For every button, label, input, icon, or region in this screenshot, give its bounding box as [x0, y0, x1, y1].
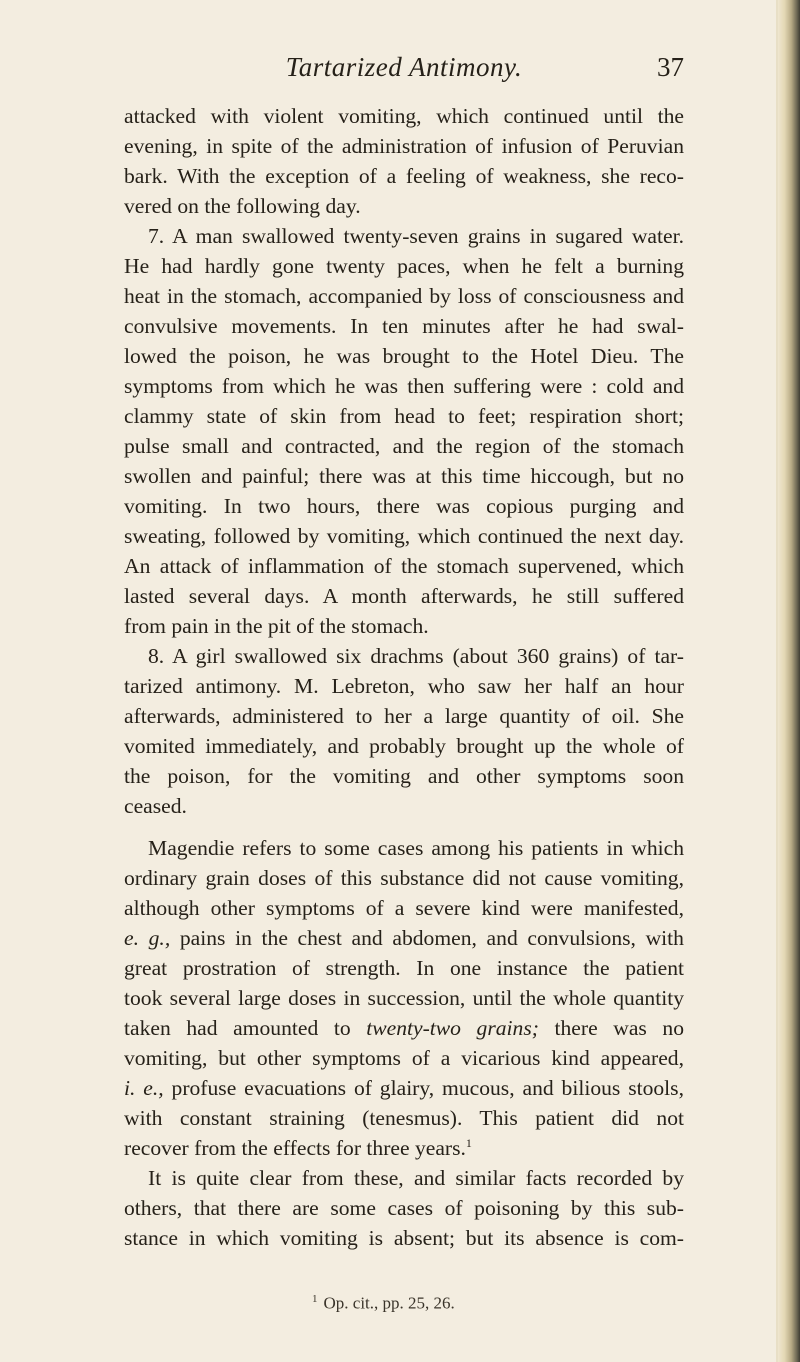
text-line: tarized antimony. M. Lebreton, who saw her half an hour — [124, 674, 684, 698]
text-line: evening, in spite of the administration of infusion of Peruvian — [124, 134, 684, 158]
text-line: pulse small and contracted, and the region of the stomach — [124, 434, 684, 458]
conclusion-line: It is quite clear from these, and similar facts recorded by — [148, 1166, 684, 1190]
page-number: 37 — [657, 52, 684, 82]
footnote — [312, 1293, 455, 1314]
text-fragment: pains in the chest and abdomen, and convulsions, with — [170, 926, 684, 950]
text-fragment: there was no — [538, 1016, 685, 1040]
text-line: afterwards, administered to her a large quantity of oil. She — [124, 704, 684, 728]
paragraph-gap — [124, 821, 684, 833]
text-line: took several large doses in succession, until the whole quantity — [124, 986, 684, 1010]
book-spine-shadow — [778, 0, 800, 1362]
text-line: swollen and painful; there was at this time hiccough, but no — [124, 464, 684, 488]
text-line — [124, 1013, 684, 1043]
case-8-line: 8. A girl swallowed six drachms (about 360 grains) of tar- — [148, 644, 684, 668]
text-fragment: profuse evacuations of glairy, mucous, and bilious stools, — [163, 1076, 684, 1100]
text-line: heat in the stomach, accompanied by loss of consciousness and — [124, 284, 684, 308]
text-line: attacked with violent vomiting, which continued until the — [124, 104, 684, 128]
text-line: vered on the following day. — [124, 194, 361, 218]
text-line: with constant straining (tenesmus). This patient did not — [124, 1106, 684, 1130]
text-line: lowed the poison, he was brought to the Hotel Dieu. The — [124, 344, 684, 368]
magendie-line: Magendie refers to some cases among his patients in which — [148, 836, 684, 860]
text-line: great prostration of strength. In one instance the patient — [124, 956, 684, 980]
body-text — [124, 101, 684, 1253]
text-line: although other symptoms of a severe kind were manifested, — [124, 896, 684, 920]
italic-ie: i. e., — [124, 1076, 164, 1100]
text-line: the poison, for the vomiting and other symptoms soon — [124, 764, 684, 788]
footnote-mark: 1 — [312, 1293, 318, 1305]
text-line: bark. With the exception of a feeling of weakness, she reco- — [124, 164, 684, 188]
text-line: clammy state of skin from head to feet; respiration short; — [124, 404, 684, 428]
text-line: sweating, followed by vomiting, which continued the next day. — [124, 524, 684, 548]
text-line: symptoms from which he was then suffering were : cold and — [124, 374, 684, 398]
text-line: ceased. — [124, 794, 187, 818]
text-line — [124, 1133, 684, 1163]
text-line — [124, 1073, 684, 1103]
italic-eg: e. g., — [124, 926, 171, 950]
text-line: He had hardly gone twenty paces, when he felt a burning — [124, 254, 684, 278]
text-line: vomiting. In two hours, there was copious purging and — [124, 494, 684, 518]
running-title: Tartarized Antimony. — [285, 52, 523, 82]
text-fragment: recover from the effects for three years. — [124, 1136, 466, 1160]
footnote-text: Op. cit., pp. 25, 26. — [323, 1293, 455, 1313]
text-line: An attack of inflammation of the stomach supervened, which — [124, 554, 684, 578]
text-line: convulsive movements. In ten minutes after he had swal- — [124, 314, 684, 338]
text-line: vomiting, but other symptoms of a vicarious kind appeared, — [124, 1046, 684, 1070]
text-fragment: taken had amounted to — [124, 1016, 367, 1040]
text-line: vomited immediately, and probably brought up the whole of — [124, 734, 684, 758]
text-line — [124, 923, 684, 953]
text-line: ordinary grain doses of this substance did not cause vomiting, — [124, 866, 684, 890]
text-line: from pain in the pit of the stomach. — [124, 614, 429, 638]
text-line: lasted several days. A month afterwards, he still suffered — [124, 584, 684, 608]
italic-dose: twenty-two grains; — [366, 1016, 539, 1040]
text-line: stance in which vomiting is absent; but its absence is com- — [124, 1226, 684, 1250]
text-line: others, that there are some cases of poisoning by this sub- — [124, 1196, 684, 1220]
running-head — [124, 52, 684, 86]
case-7-line: 7. A man swallowed twenty-seven grains in sugared water. — [148, 224, 684, 248]
footnote-reference: 1 — [465, 1135, 472, 1150]
